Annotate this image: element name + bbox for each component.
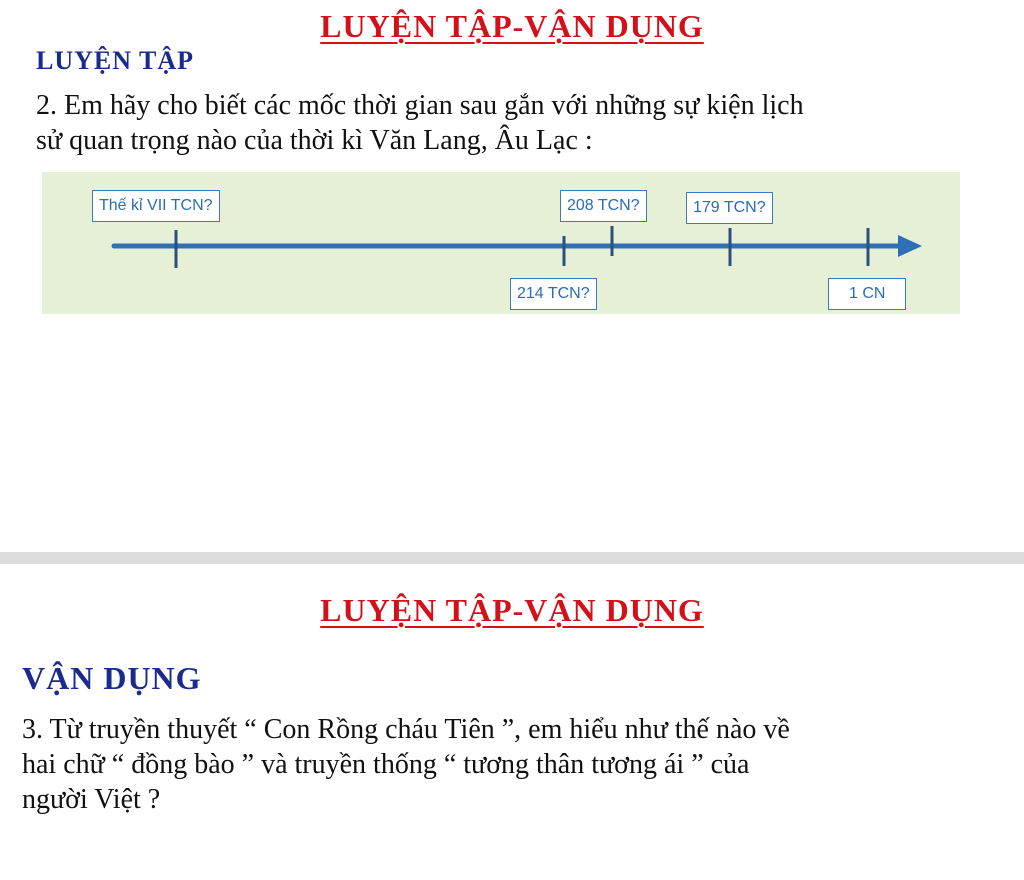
slide-title: LUYỆN TẬP-VẬN DỤNG	[320, 592, 704, 628]
slide-divider	[0, 552, 1024, 564]
slide-title: LUYỆN TẬP-VẬN DỤNG	[320, 8, 704, 44]
question-text	[22, 712, 790, 817]
timeline-arrowhead	[898, 235, 922, 257]
label-179-bc: 179 TCN?	[686, 192, 773, 224]
question-text	[36, 88, 804, 158]
label-214-bc: 214 TCN?	[510, 278, 597, 310]
section-heading: VẬN DỤNG	[22, 660, 202, 696]
section-heading: LUYỆN TẬP	[36, 46, 195, 75]
question-line: sử quan trọng nào của thời kì Văn Lang, Âu Lạc :	[36, 125, 593, 156]
label-7th-century-bc: Thế kỉ VII TCN?	[92, 190, 220, 222]
question-line: người Việt ?	[22, 784, 161, 815]
label-1-ad: 1 CN	[828, 278, 906, 310]
question-line: 2. Em hãy cho biết các mốc thời gian sau gắn với những sự kiện lịch	[36, 90, 804, 121]
question-line: hai chữ “ đồng bào ” và truyền thống “ tương thân tương ái ” của	[22, 749, 750, 780]
timeline-figure	[42, 172, 960, 314]
label-208-bc: 208 TCN?	[560, 190, 647, 222]
question-line: 3. Từ truyền thuyết “ Con Rồng cháu Tiên ”, em hiểu như thế nào về	[22, 714, 790, 745]
slide-application	[0, 564, 1024, 880]
